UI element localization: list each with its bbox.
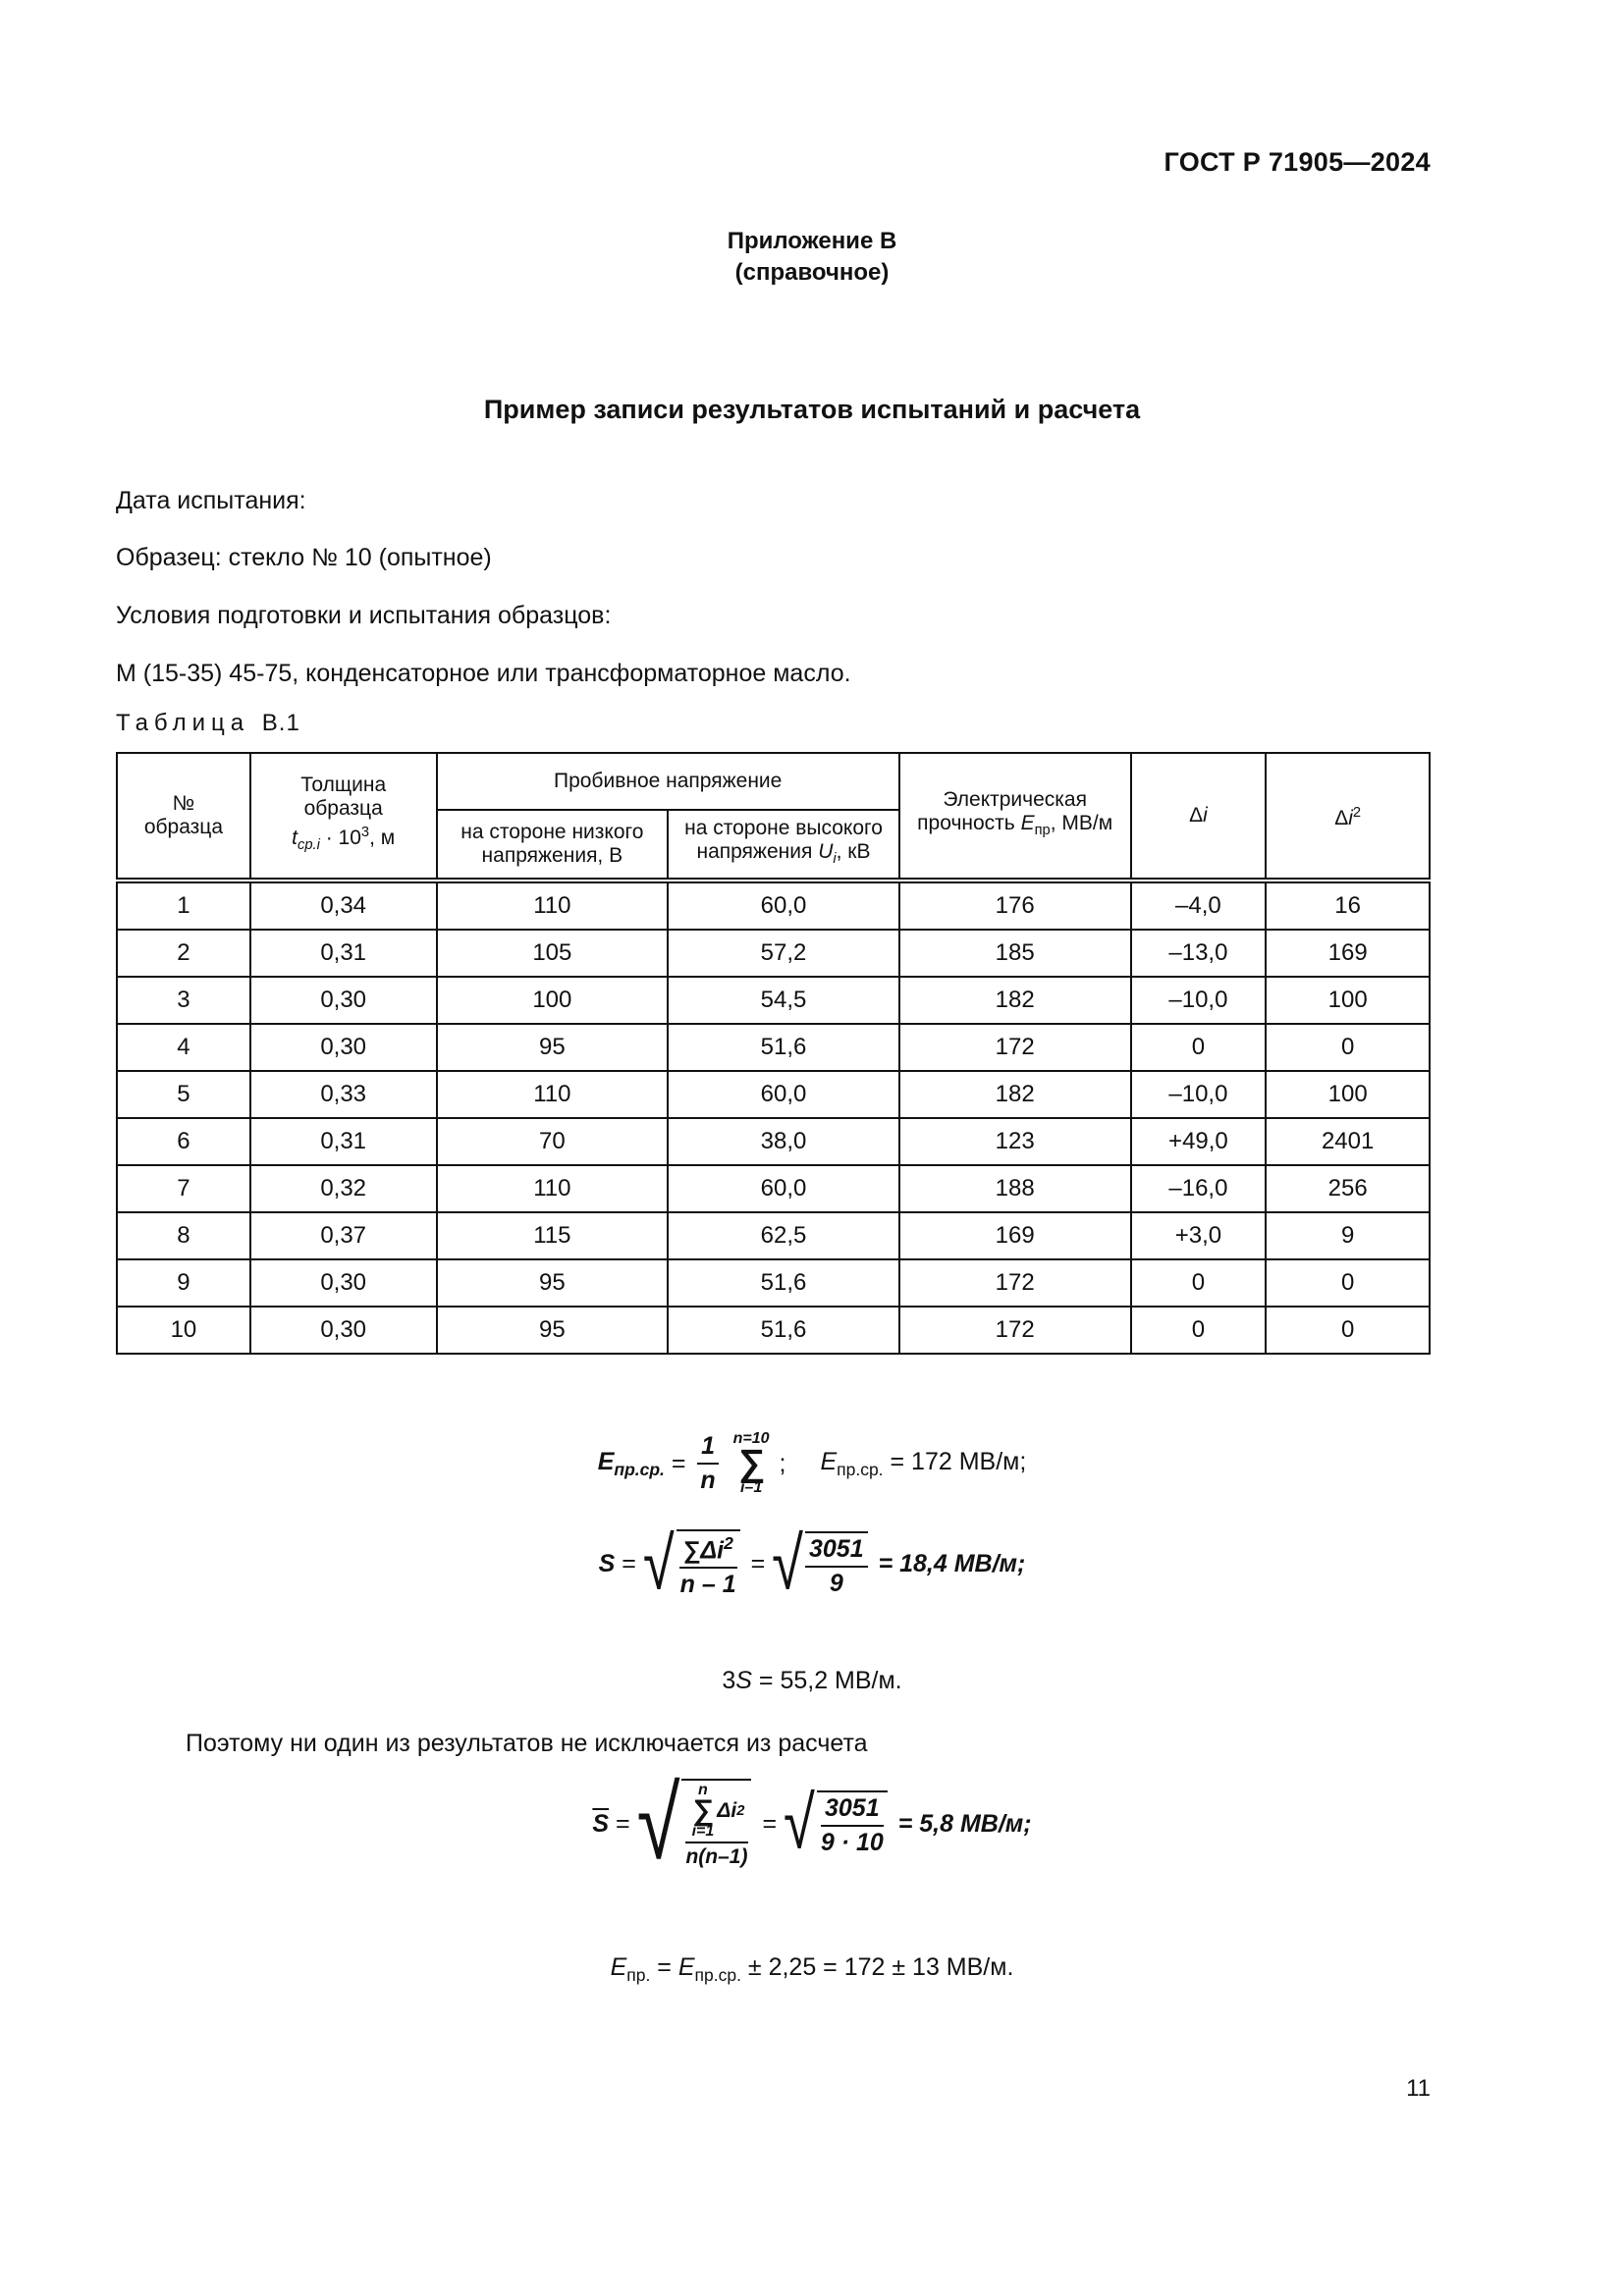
- table-cell: 0,31: [250, 1118, 437, 1165]
- table-cell: 169: [899, 1212, 1131, 1259]
- final-result: $E_{пр.} = E_{пр.ср.} \pm 2,25 = 172 \pm 13$ МВ/м.: [610, 1953, 1014, 1985]
- table-caption-word: Таблица: [116, 710, 250, 736]
- table-cell: 0,37: [250, 1212, 437, 1259]
- table-cell: 62,5: [668, 1212, 899, 1259]
- table-cell: 0: [1131, 1307, 1267, 1354]
- table-cell: 0,34: [250, 881, 437, 930]
- header-sample-number: № образца: [117, 753, 250, 881]
- table-cell: 0,31: [250, 930, 437, 977]
- header-electric-strength: Электрическая прочность $E_{пр}$, МВ/м: [899, 753, 1131, 881]
- table-cell: –10,0: [1131, 977, 1267, 1024]
- table-cell: 172: [899, 1024, 1131, 1071]
- header-high-voltage-side: на стороне высокого напряжения $U_i$, кВ: [668, 810, 899, 881]
- table-cell: 51,6: [668, 1259, 899, 1307]
- annex-title: Приложение В: [727, 228, 897, 254]
- annex-type: (справочное): [734, 259, 890, 286]
- page-number: 11: [1406, 2075, 1431, 2102]
- table-cell: 0,30: [250, 1259, 437, 1307]
- table-cell: 95: [437, 1307, 669, 1354]
- table-cell: 57,2: [668, 930, 899, 977]
- table-cell: 38,0: [668, 1118, 899, 1165]
- table-row: [117, 930, 1430, 977]
- table-cell: 51,6: [668, 1024, 899, 1071]
- table-cell: 0,30: [250, 1024, 437, 1071]
- table-cell: 0,33: [250, 1071, 437, 1118]
- table-cell: 3: [117, 977, 250, 1024]
- sqrt-1: √ $\frac{\sum\Delta i^2}{n - 1}$: [643, 1529, 744, 1599]
- table-row: [117, 1024, 1430, 1071]
- table-cell: 110: [437, 1165, 669, 1212]
- table-row: [117, 1259, 1430, 1307]
- table-cell: 172: [899, 1259, 1131, 1307]
- formula-mean-strength: $E_{пр.ср.}$ = $\frac{1}{n}$ n=10 ∑ i–1 ; $E_{пр.ср.} = 172$ МВ/м;: [597, 1430, 1027, 1496]
- sqrt-2: √ $\frac{3051}{9}$: [772, 1531, 871, 1598]
- table-cell: 0: [1266, 1259, 1430, 1307]
- table-cell: 8: [117, 1212, 250, 1259]
- header-low-voltage-side: на стороне низкого напряжения, В: [437, 810, 669, 881]
- table-cell: 70: [437, 1118, 669, 1165]
- table-cell: 54,5: [668, 977, 899, 1024]
- table-cell: 0: [1131, 1024, 1267, 1071]
- section-title: Пример записи результатов испытаний и расчета: [483, 395, 1141, 424]
- table-cell: 60,0: [668, 881, 899, 930]
- table-cell: +3,0: [1131, 1212, 1267, 1259]
- table-cell: 100: [1266, 977, 1430, 1024]
- formula-std-error: $\overline{S}$ = √ n ∑ i=1 Δi 2 n(n–1) = √ $\frac{3051}{9 \cdot 10}$ = 5,8 МВ/м;: [592, 1766, 1032, 1881]
- table-cell: 0,32: [250, 1165, 437, 1212]
- table-cell: 95: [437, 1024, 669, 1071]
- standard-designation: ГОСТ Р 71905—2024: [1164, 147, 1431, 177]
- table-cell: 100: [1266, 1071, 1430, 1118]
- table-caption: [116, 710, 300, 737]
- table-cell: 182: [899, 977, 1131, 1024]
- table-cell: 0,30: [250, 977, 437, 1024]
- table-cell: 0: [1131, 1259, 1267, 1307]
- sqrt-3: √ n ∑ i=1 Δi 2 n(n–1): [637, 1779, 756, 1869]
- table-cell: 188: [899, 1165, 1131, 1212]
- table-cell: 5: [117, 1071, 250, 1118]
- table-row: [117, 881, 1430, 930]
- table-row: [117, 1071, 1430, 1118]
- formula-mean-lhs: $E_{пр.ср.}$: [597, 1447, 665, 1479]
- table-row: [117, 1212, 1430, 1259]
- table-row: [117, 977, 1430, 1024]
- table-cell: 9: [117, 1259, 250, 1307]
- table-cell: 185: [899, 930, 1131, 977]
- table-cell: 256: [1266, 1165, 1430, 1212]
- sample-line: Образец: стекло № 10 (опытное): [116, 544, 492, 571]
- sum-symbol: n=10 ∑ i–1: [732, 1430, 770, 1496]
- table-cell: 169: [1266, 930, 1430, 977]
- table-cell: 172: [899, 1307, 1131, 1354]
- table-cell: 2: [117, 930, 250, 977]
- medium-line: М (15-35) 45-75, конденсаторное или трансформаторное масло.: [116, 660, 851, 687]
- table-row: [117, 1165, 1430, 1212]
- sqrt-4: √ $\frac{3051}{9 \cdot 10}$: [784, 1790, 892, 1857]
- three-s-line: 3S = 55,2 МВ/м.: [722, 1667, 902, 1694]
- table-cell: 6: [117, 1118, 250, 1165]
- table-cell: 51,6: [668, 1307, 899, 1354]
- table-cell: 9: [1266, 1212, 1430, 1259]
- table-cell: 0,30: [250, 1307, 437, 1354]
- results-table: [116, 752, 1431, 1355]
- table-cell: 60,0: [668, 1071, 899, 1118]
- table-cell: –10,0: [1131, 1071, 1267, 1118]
- header-delta-i: Δi: [1131, 753, 1267, 881]
- table-cell: 115: [437, 1212, 669, 1259]
- conclusion-text: Поэтому ни один из результатов не исключается из расчета: [186, 1730, 868, 1757]
- header-thickness: Толщина образца $t_{ср.i} \cdot 10^3$, м: [250, 753, 437, 881]
- table-cell: 4: [117, 1024, 250, 1071]
- table-cell: 7: [117, 1165, 250, 1212]
- table-cell: 123: [899, 1118, 1131, 1165]
- conditions-line: Условия подготовки и испытания образцов:: [116, 602, 612, 629]
- table-cell: 2401: [1266, 1118, 1430, 1165]
- test-date-line: Дата испытания:: [116, 487, 306, 514]
- table-cell: 0: [1266, 1307, 1430, 1354]
- table-cell: 110: [437, 881, 669, 930]
- header-breakdown-voltage: Пробивное напряжение: [437, 753, 899, 810]
- table-cell: 95: [437, 1259, 669, 1307]
- table-cell: 176: [899, 881, 1131, 930]
- table-cell: 100: [437, 977, 669, 1024]
- table-cell: 105: [437, 930, 669, 977]
- table-cell: –4,0: [1131, 881, 1267, 930]
- header-delta-i-squared: $\Delta i^2$: [1266, 753, 1430, 881]
- table-row: [117, 1118, 1430, 1165]
- table-cell: 182: [899, 1071, 1131, 1118]
- table-cell: 16: [1266, 881, 1430, 930]
- table-cell: –16,0: [1131, 1165, 1267, 1212]
- formula-one-over-n: $\frac{1}{n}$: [696, 1432, 719, 1495]
- table-caption-number: В.1: [261, 710, 300, 736]
- table-row: [117, 1307, 1430, 1354]
- table-cell: +49,0: [1131, 1118, 1267, 1165]
- table-cell: 0: [1266, 1024, 1430, 1071]
- table-cell: 60,0: [668, 1165, 899, 1212]
- table-cell: 110: [437, 1071, 669, 1118]
- formula-mean-value: $E_{пр.ср.} = 172$ МВ/м;: [820, 1447, 1027, 1479]
- table-cell: 1: [117, 881, 250, 930]
- table-cell: –13,0: [1131, 930, 1267, 977]
- formula-std-deviation: S = √ $\frac{\sum\Delta i^2}{n - 1}$ = √ $\frac{3051}{9}$ = 18,4 МВ/м;: [598, 1522, 1026, 1606]
- table-cell: 10: [117, 1307, 250, 1354]
